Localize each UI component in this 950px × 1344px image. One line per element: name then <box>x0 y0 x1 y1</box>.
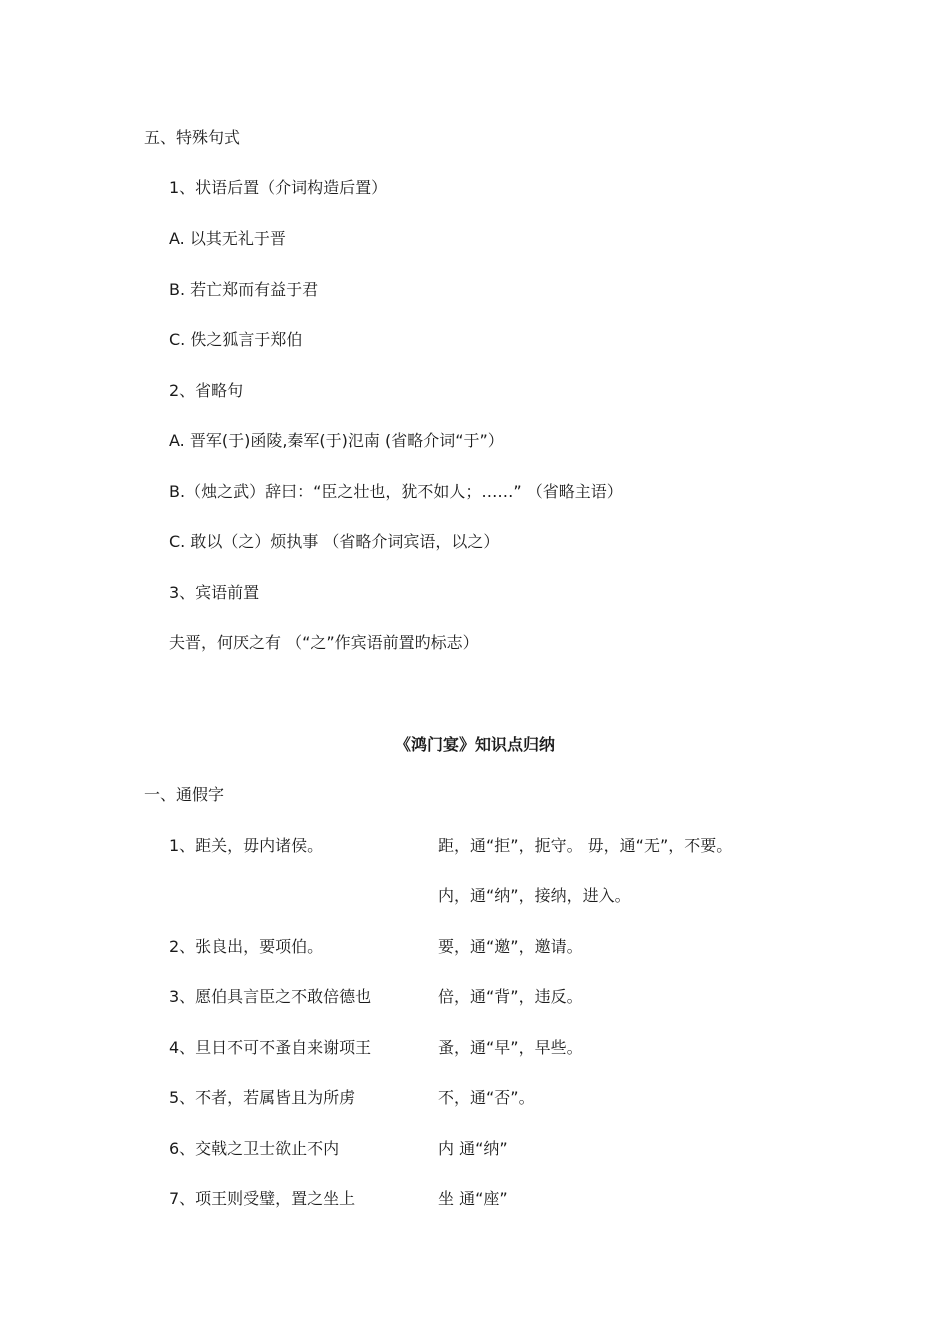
example-line: A. 晋军(于)函陵,秦军(于)氾南 (省略介词“于”） <box>169 431 504 450</box>
note-cell: 内，通“纳”，接纳，进入。 <box>438 886 631 905</box>
example-line: B.（烛之武）辞曰：“臣之壮也，犹不如人；……” （省略主语） <box>169 482 623 501</box>
note-cell: 距，通“拒”，扼守。 毋，通“无”，不要。 <box>438 836 733 855</box>
note-cell: 要，通“邀”，邀请。 <box>438 937 583 956</box>
sentence-cell: 2、张良出，要项伯。 <box>169 937 324 956</box>
subheading-adverbial-postposition: 1、状语后置（介词构造后置） <box>169 178 388 197</box>
example-line: 夫晋，何厌之有 （“之”作宾语前置旳标志） <box>169 633 479 652</box>
note-cell: 蚤，通“早”，早些。 <box>438 1038 583 1057</box>
example-line: B. 若亡郑而有益于君 <box>169 280 319 299</box>
sentence-cell: 5、不者，若属皆且为所虏 <box>169 1088 356 1107</box>
note-cell: 内 通“纳” <box>438 1139 508 1158</box>
note-cell: 不，通“否”。 <box>438 1088 535 1107</box>
example-line: A. 以其无礼于晋 <box>169 229 286 248</box>
section-heading-special-sentences: 五、特殊句式 <box>144 128 241 147</box>
sentence-cell: 6、交戟之卫士欲止不内 <box>169 1139 340 1158</box>
note-cell: 坐 通“座” <box>438 1189 508 1208</box>
note-cell: 倍，通“背”，违反。 <box>438 987 583 1006</box>
example-line: C. 敢以（之）烦执事 （省略介词宾语，以之） <box>169 532 500 551</box>
subheading-object-preposition: 3、宾语前置 <box>169 583 260 602</box>
sentence-cell: 7、项王则受璧，置之坐上 <box>169 1189 356 1208</box>
sentence-cell: 1、距关，毋内诸侯。 <box>169 836 324 855</box>
sentence-cell: 4、旦日不可不蚤自来谢项王 <box>169 1038 372 1057</box>
sentence-cell: 3、愿伯具言臣之不敢倍德也 <box>169 987 372 1006</box>
subheading-omission: 2、省略句 <box>169 381 244 400</box>
page-title: 《鸿门宴》知识点归纳 <box>394 735 555 754</box>
section-heading-interchangeable-characters: 一、通假字 <box>144 785 225 804</box>
example-line: C. 佚之狐言于郑伯 <box>169 330 303 349</box>
